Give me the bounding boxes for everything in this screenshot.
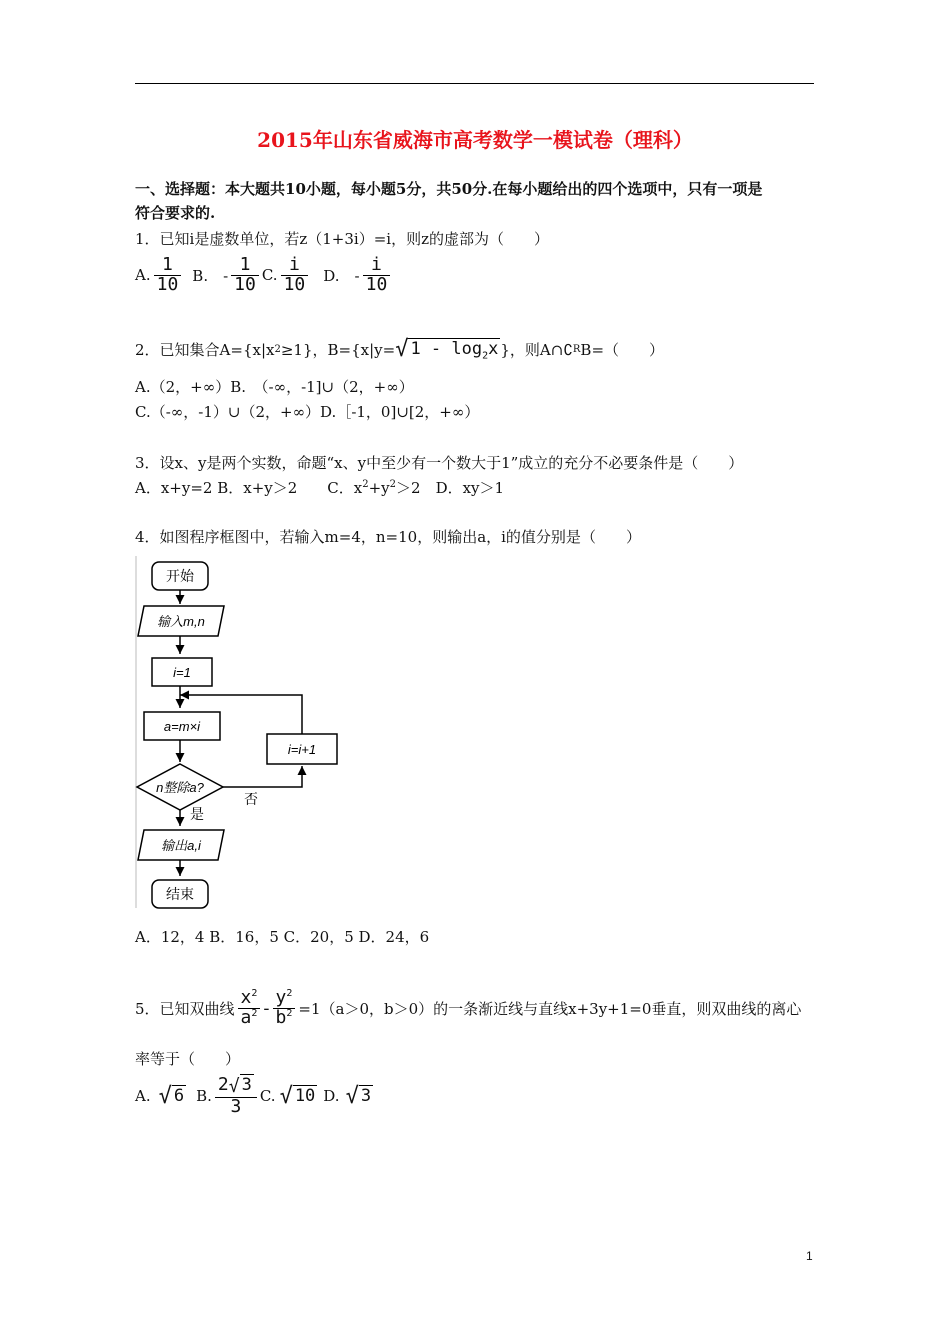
q5-option-d-label: D. xyxy=(323,1087,340,1105)
q1-option-a-fraction: $\frac{1}{10}$ xyxy=(154,256,182,295)
q5-option-b-label: B. xyxy=(196,1087,212,1105)
q1-option-a-label: A. xyxy=(135,266,151,284)
q1-option-d-fraction: $\frac{i}{10}$ xyxy=(363,256,391,295)
header-rule xyxy=(135,83,814,84)
q5-option-c-value: √ 10 xyxy=(279,1083,316,1109)
q2-stem-part-a: 2．已知集合A={x|x xyxy=(135,340,275,359)
q1-stem: 1．已知i是虚数单位，若z（1+3i）=i，则z的虚部为（ ） xyxy=(135,230,549,248)
flow-output-text: 输出a,i xyxy=(161,838,201,853)
flow-assign-text: a=m×i xyxy=(163,719,201,734)
q1-option-d-label: D. - xyxy=(323,266,360,285)
q3-stem: 3．设x、y是两个实数，命题“x、y中至少有一个数大于1”成立的充分不必要条件是（ ） xyxy=(135,454,744,472)
q4-stem: 4．如图程序框图中，若输入m=4，n=10，则输出a，i的值分别是（ ） xyxy=(135,528,641,546)
q5-stem-line2: 率等于（ ） xyxy=(135,1050,241,1068)
q1-options xyxy=(135,252,393,298)
flow-condition-text: n整除a? xyxy=(156,780,204,795)
flow-no-label: 否 xyxy=(244,791,258,807)
q2-stem xyxy=(135,336,664,362)
q5-stem xyxy=(135,980,801,1036)
section-heading-line2: 符合要求的. xyxy=(135,204,216,222)
q5-options xyxy=(135,1072,373,1120)
q5-stem-pre: 5．已知双曲线 xyxy=(135,999,235,1018)
q2-sqrt-expression: √ $1 - \log_2x$ xyxy=(395,336,499,362)
q5-option-a-value: √ 6 xyxy=(158,1083,185,1109)
q5-option-a-label: A. xyxy=(135,1087,151,1105)
page-number: 1 xyxy=(806,1249,813,1263)
q2-stem-part-d: B=（ ） xyxy=(580,340,665,359)
q1-option-c-fraction: $\frac{i}{10}$ xyxy=(281,256,309,295)
flow-init-text: i=1 xyxy=(173,665,191,680)
q5-stem-post: =1（a＞0，b＞0）的一条渐近线与直线x+3y+1=0垂直，则双曲线的离心 xyxy=(298,999,802,1018)
q1-option-b-label: B. - xyxy=(192,266,229,285)
q3-options: A．x+y=2 B．x+y＞2 C．$x^2+y^2>2$ D．xy＞1 xyxy=(135,479,505,497)
q5-fraction-x: $\frac{x^2}{a^2}$ xyxy=(238,989,261,1028)
q5-fraction-y: $\frac{y^2}{b^2}$ xyxy=(273,989,296,1028)
flow-increment-text: i=i+1 xyxy=(287,742,317,757)
q2-options-line2: C.（-∞，-1）∪（2，+∞）D.［-1，0]∪[2，+∞） xyxy=(135,403,480,421)
q5-option-b-value: $\frac{2√ 3}{3}$ xyxy=(215,1076,257,1117)
flow-input-text: 输入m,n xyxy=(157,614,205,629)
q2-options-line1: A.（2，+∞）B. （-∞，-1]∪（2，+∞） xyxy=(135,378,414,396)
q2-square: 2 xyxy=(274,343,281,355)
q1-option-c-label: C. xyxy=(261,266,278,284)
q5-minus: - xyxy=(263,997,270,1019)
page-title: 2015年山东省威海市高考数学一模试卷（理科） xyxy=(257,128,693,152)
q2-stem-part-c: }，则A∩∁ xyxy=(500,340,573,359)
flow-yes-label: 是 xyxy=(190,806,204,822)
q2-stem-part-b: ≥1}，B={x|y= xyxy=(280,340,396,359)
q5-option-c-label: C. xyxy=(259,1087,276,1105)
flow-start-text: 开始 xyxy=(166,568,194,584)
section-heading-line1: 一、选择题：本大题共10小题，每小题5分，共50分.在每小题给出的四个选项中，只有一项是 xyxy=(135,180,763,198)
flow-end-text: 结束 xyxy=(166,886,194,902)
q1-option-b-fraction: $\frac{1}{10}$ xyxy=(231,256,259,295)
q4-options: A．12，4 B．16，5 C．20，5 D．24，6 xyxy=(135,928,430,946)
q5-option-d-value: √ 3 xyxy=(345,1083,372,1109)
q4-flowchart xyxy=(130,556,350,916)
flow-no-arrow xyxy=(223,766,302,787)
q2-sub-r: R xyxy=(572,343,581,355)
